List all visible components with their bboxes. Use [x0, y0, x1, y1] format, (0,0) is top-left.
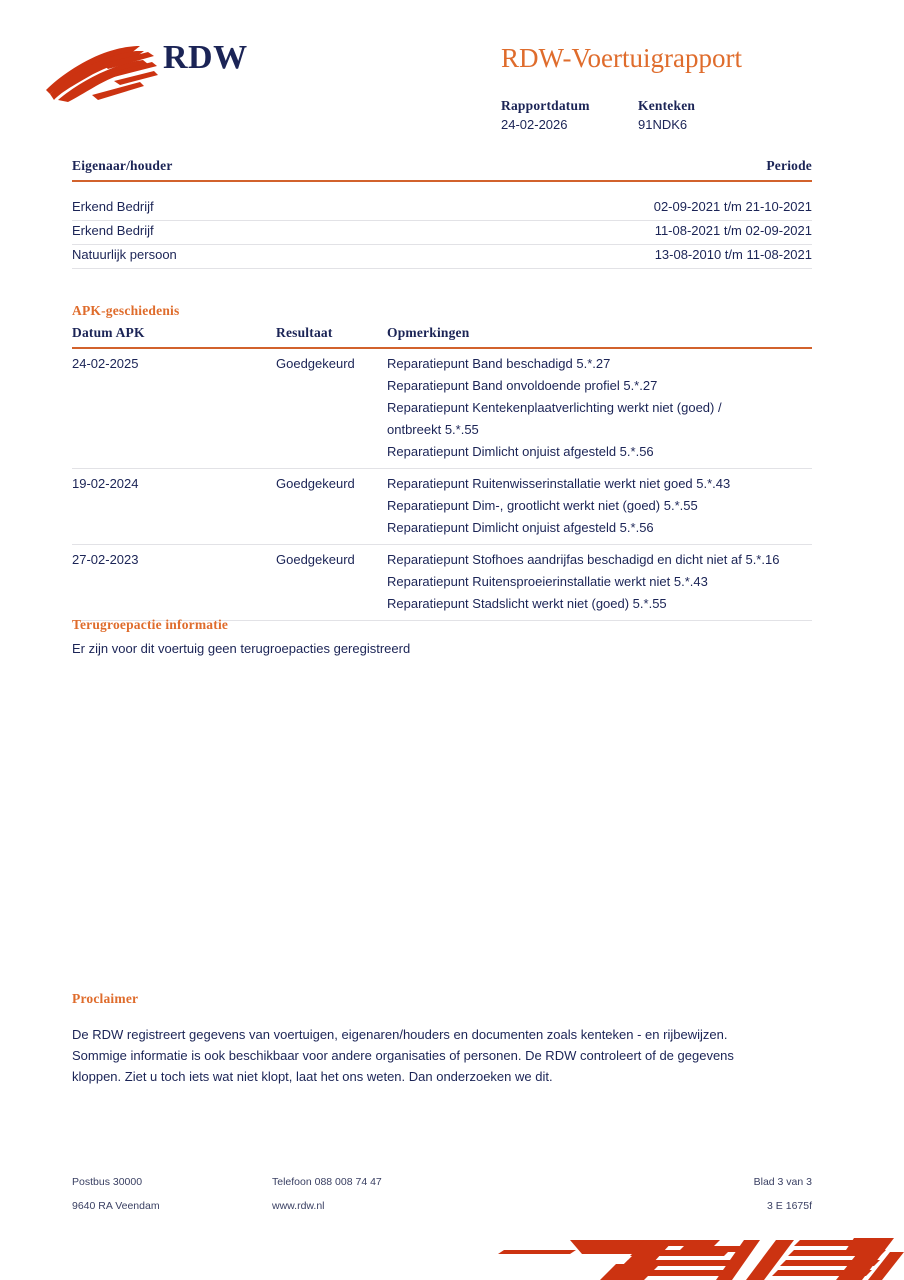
meta-report-date [501, 97, 638, 135]
report-meta [501, 97, 775, 135]
apk-result-value: Goedgekeurd [276, 356, 355, 371]
list-item: Reparatiepunt Ruitensproeierinstallatie werkt niet 5.*.43 [387, 574, 708, 589]
list-item: Reparatiepunt Band onvoldoende profiel 5.*.27 [387, 378, 658, 393]
meta-license-plate-value: 91NDK6 [638, 117, 688, 132]
apk-date-value: 24-02-2025 [72, 356, 139, 371]
footer-address-line1: Postbus 30000 [72, 1176, 143, 1188]
meta-report-date-label: Rapportdatum [501, 98, 590, 113]
recall-info-title: Terugroepactie informatie [72, 617, 229, 632]
apk-result-column-header: Resultaat [276, 325, 333, 340]
apk-history-section [72, 302, 812, 621]
apk-date-value: 27-02-2023 [72, 552, 139, 567]
page-title: RDW-Voertuigrapport [501, 43, 742, 73]
page-footer [72, 1170, 812, 1218]
table-row [72, 469, 812, 545]
rdw-feather-logo-icon [44, 42, 166, 104]
apk-remarks-list [387, 473, 812, 539]
list-item: Reparatiepunt Stofhoes aandrijfas beschadigd en dicht niet af 5.*.16 [387, 552, 780, 567]
table-row [72, 197, 812, 221]
recall-info-text: Er zijn voor dit voertuig geen terugroepacties geregistreerd [72, 641, 411, 656]
footer-row [72, 1170, 812, 1194]
recall-info-section [72, 616, 812, 660]
apk-date-column-header: Datum APK [72, 325, 145, 340]
table-row [72, 245, 812, 269]
owner-table-body [72, 197, 812, 269]
page-header [0, 0, 904, 145]
list-item: ontbreekt 5.*.55 [387, 422, 479, 437]
list-item: Reparatiepunt Stadslicht werkt niet (goed) 5.*.55 [387, 596, 667, 611]
owner-holder-section [72, 158, 812, 269]
table-row [72, 221, 812, 245]
footer-phone: Telefoon 088 008 74 47 [272, 1176, 382, 1188]
list-item: Reparatiepunt Dimlicht onjuist afgesteld 5.*.56 [387, 520, 654, 535]
apk-remarks-column-header: Opmerkingen [387, 325, 470, 340]
owner-holder-value: Natuurlijk persoon [72, 247, 177, 262]
footer-address-line2: 9640 RA Veendam [72, 1200, 160, 1212]
owner-period-value: 02-09-2021 t/m 21-10-2021 [653, 199, 812, 214]
meta-license-plate-label: Kenteken [638, 98, 696, 113]
footer-form-code: 3 E 1675f [767, 1200, 812, 1212]
disclaimer-text: De RDW registreert gegevens van voertuigen, eigenaren/houders en documenten zoals kenteken - en rijbewijzen. Sommige informatie is ook beschikbaar voor andere organisaties of personen. De RDW controleert of de gegevens kloppen. Ziet u toch iets wat niet klopt, laat het ons weten. Dan onderzoeken we dit. [72, 1027, 734, 1084]
apk-result-value: Goedgekeurd [276, 552, 355, 567]
list-item: Reparatiepunt Kentekenplaatverlichting werkt niet (goed) / [387, 400, 722, 415]
table-row [72, 545, 812, 621]
table-row [72, 349, 812, 469]
footer-page-number: Blad 3 van 3 [753, 1176, 812, 1188]
owner-holder-value: Erkend Bedrijf [72, 199, 154, 214]
period-column-header: Periode [766, 158, 812, 173]
apk-remarks-list [387, 353, 812, 463]
meta-report-date-value: 24-02-2026 [501, 117, 568, 132]
list-item: Reparatiepunt Band beschadigd 5.*.27 [387, 356, 611, 371]
owner-column-header: Eigenaar/houder [72, 158, 173, 173]
apk-table-header [72, 325, 812, 349]
rdw-wordmark: RDW [163, 39, 248, 76]
footer-row [72, 1194, 812, 1218]
owner-holder-value: Erkend Bedrijf [72, 223, 154, 238]
owner-table-header [72, 158, 812, 182]
list-item: Reparatiepunt Dimlicht onjuist afgesteld 5.*.56 [387, 444, 654, 459]
apk-remarks-list [387, 549, 812, 615]
footer-website-link[interactable]: www.rdw.nl [272, 1200, 325, 1212]
apk-date-value: 19-02-2024 [72, 476, 139, 491]
list-item: Reparatiepunt Dim-, grootlicht werkt niet (goed) 5.*.55 [387, 498, 698, 513]
apk-result-value: Goedgekeurd [276, 476, 355, 491]
list-item: Reparatiepunt Ruitenwisserinstallatie werkt niet goed 5.*.43 [387, 476, 731, 491]
apk-history-title: APK-geschiedenis [72, 303, 180, 318]
disclaimer-title: Proclaimer [72, 991, 139, 1006]
disclaimer-section [72, 990, 812, 1087]
owner-period-value: 13-08-2010 t/m 11-08-2021 [654, 247, 812, 262]
rdw-speed-stripes-graphic-icon [484, 1218, 904, 1280]
meta-license-plate [638, 97, 775, 135]
owner-period-value: 11-08-2021 t/m 02-09-2021 [654, 223, 812, 238]
